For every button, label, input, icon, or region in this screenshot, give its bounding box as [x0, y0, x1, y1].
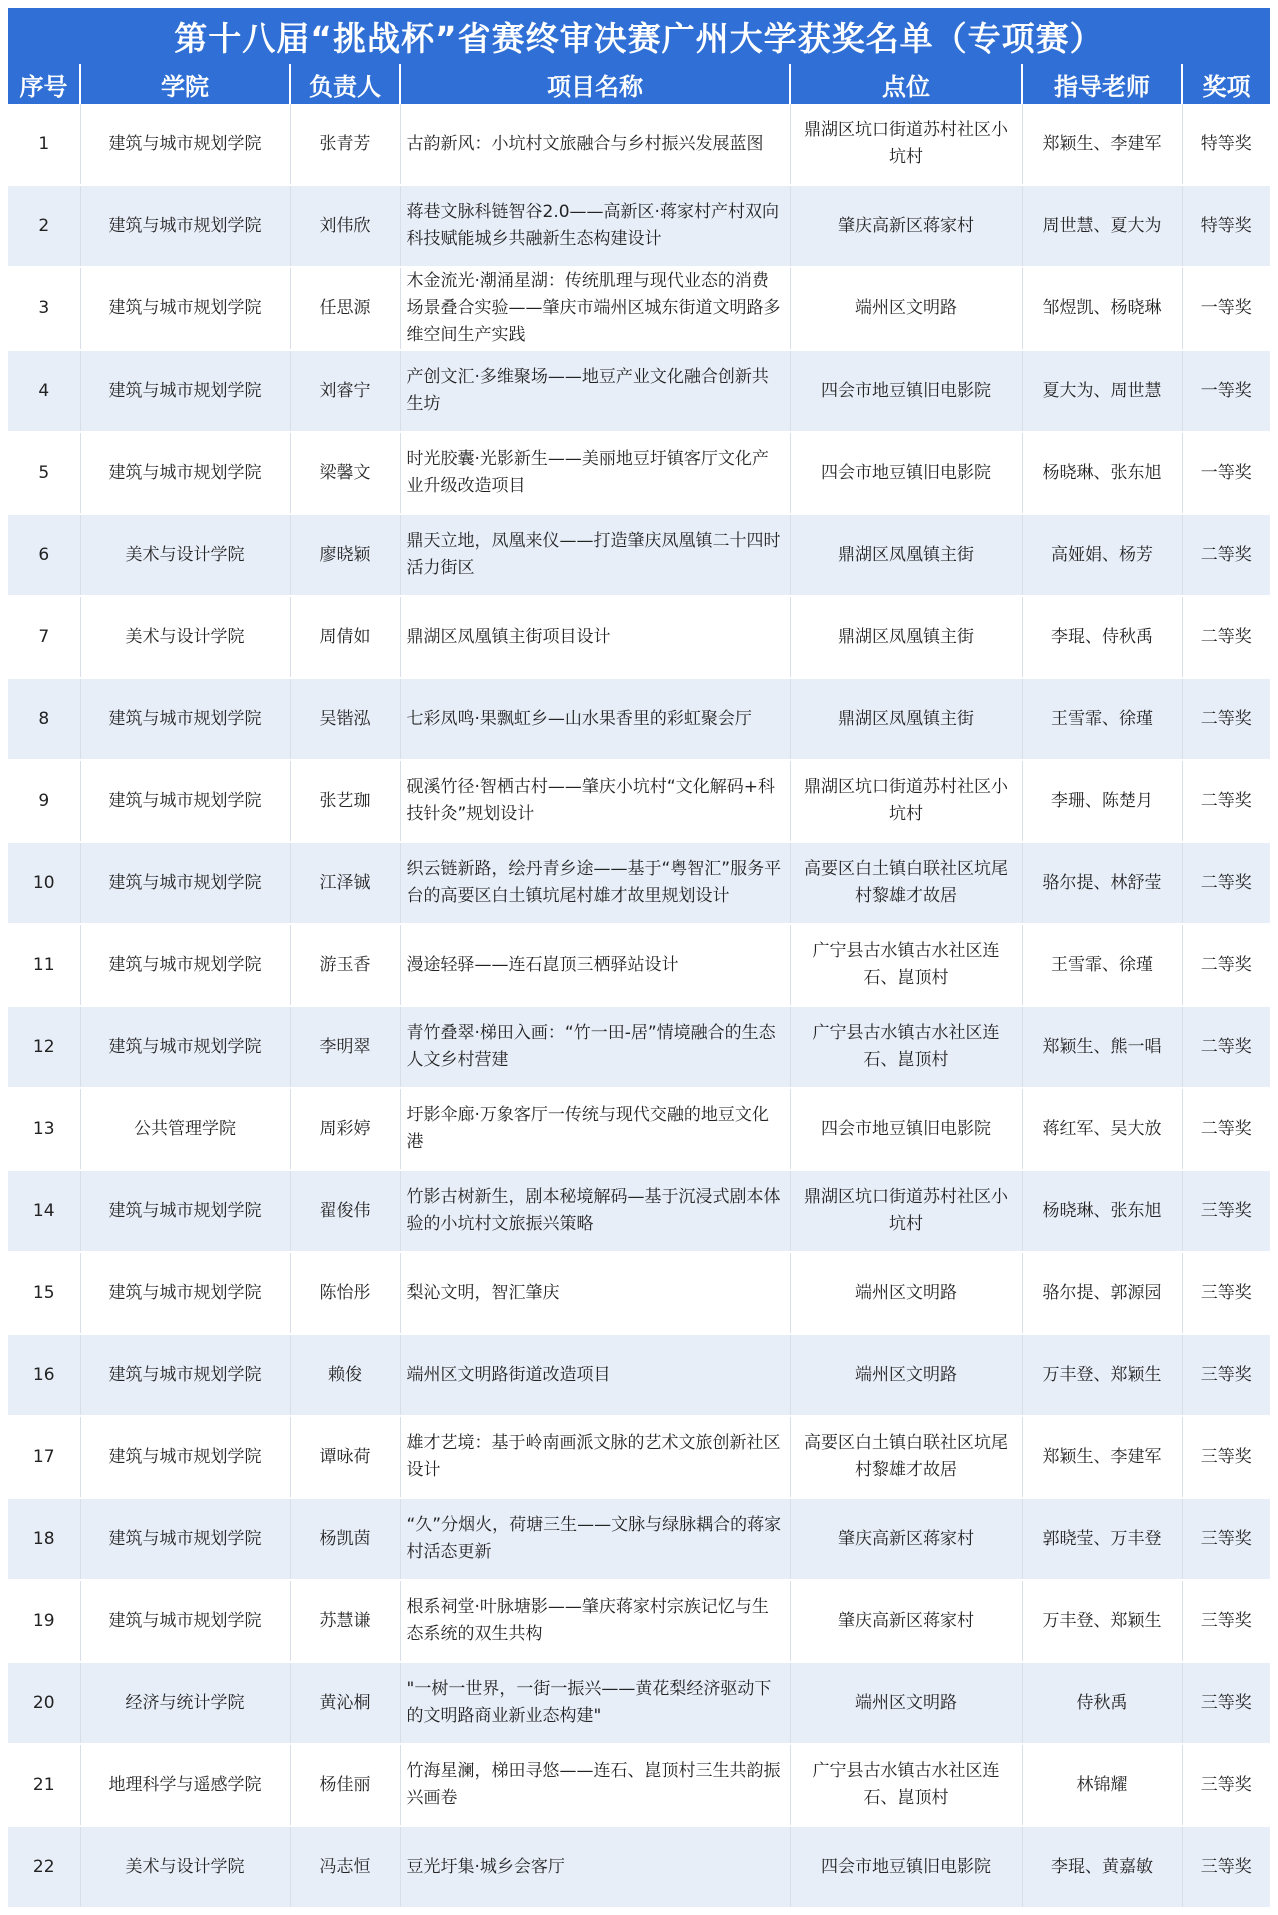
cell-college: 地理科学与遥感学院: [80, 1744, 290, 1826]
cell-site: 高要区白土镇白联社区坑尾村黎雄才故居: [790, 1416, 1022, 1498]
cell-leader: 谭咏荷: [290, 1416, 400, 1498]
cell-award: 二等奖: [1182, 1006, 1270, 1088]
cell-award: 一等奖: [1182, 267, 1270, 350]
cell-advisor: 骆尔提、郭源园: [1022, 1252, 1182, 1334]
cell-site: 肇庆高新区蒋家村: [790, 185, 1022, 267]
cell-leader: 杨凯茵: [290, 1498, 400, 1580]
cell-site: 端州区文明路: [790, 267, 1022, 350]
table-row: [8, 1744, 1270, 1826]
cell-site: 广宁县古水镇古水社区连石、崑顶村: [790, 1744, 1022, 1826]
table-row: [8, 1170, 1270, 1252]
cell-site: 四会市地豆镇旧电影院: [790, 350, 1022, 432]
cell-leader: 廖晓颖: [290, 514, 400, 596]
table-row: [8, 842, 1270, 924]
cell-advisor: 万丰登、郑颖生: [1022, 1334, 1182, 1416]
cell-project: 木金流光·潮涌星湖：传统肌理与现代业态的消费场景叠合实验——肇庆市端州区城东街道文明路多维空间生产实践: [400, 267, 790, 350]
cell-project: 梨沁文明，智汇肇庆: [400, 1252, 790, 1334]
cell-no: 21: [8, 1744, 80, 1826]
cell-site: 鼎湖区凤凰镇主街: [790, 678, 1022, 760]
table-body: [8, 104, 1270, 1908]
page-title: 第十八届“挑战杯”省赛终审决赛广州大学获奖名单（专项赛）: [174, 18, 1104, 58]
cell-site: 肇庆高新区蒋家村: [790, 1498, 1022, 1580]
table-row: [8, 185, 1270, 267]
cell-leader: 李明翠: [290, 1006, 400, 1088]
table-row: [8, 1416, 1270, 1498]
table-row: [8, 1662, 1270, 1744]
cell-project: 青竹叠翠·梯田入画：“竹一田-居”情境融合的生态人文乡村营建: [400, 1006, 790, 1088]
table-row: [8, 1006, 1270, 1088]
cell-award: 二等奖: [1182, 842, 1270, 924]
cell-college: 建筑与城市规划学院: [80, 1416, 290, 1498]
cell-project: 时光胶囊·光影新生——美丽地豆圩镇客厅文化产业升级改造项目: [400, 432, 790, 514]
cell-project: 雄才艺境：基于岭南画派文脉的艺术文旅创新社区设计: [400, 1416, 790, 1498]
cell-award: 三等奖: [1182, 1252, 1270, 1334]
cell-leader: 周彩婷: [290, 1088, 400, 1170]
cell-leader: 杨佳丽: [290, 1744, 400, 1826]
header-project: 项目名称: [400, 64, 790, 104]
cell-no: 2: [8, 185, 80, 267]
cell-award: 三等奖: [1182, 1826, 1270, 1908]
cell-project: "一树一世界，一街一振兴——黄花梨经济驱动下的文明路商业新业态构建": [400, 1662, 790, 1744]
cell-leader: 吴锴泓: [290, 678, 400, 760]
cell-project: “久”分烟火，荷塘三生——文脉与绿脉耦合的蒋家村活态更新: [400, 1498, 790, 1580]
cell-college: 美术与设计学院: [80, 596, 290, 678]
header-no: 序号: [8, 64, 80, 104]
cell-college: 建筑与城市规划学院: [80, 1498, 290, 1580]
cell-no: 11: [8, 924, 80, 1006]
cell-project: 竹海星澜，梯田寻悠——连石、崑顶村三生共韵振兴画卷: [400, 1744, 790, 1826]
cell-no: 20: [8, 1662, 80, 1744]
cell-advisor: 王雪霏、徐瑾: [1022, 678, 1182, 760]
cell-no: 22: [8, 1826, 80, 1908]
cell-no: 4: [8, 350, 80, 432]
cell-site: 鼎湖区坑口街道苏村社区小坑村: [790, 760, 1022, 842]
cell-site: 鼎湖区坑口街道苏村社区小坑村: [790, 104, 1022, 185]
cell-project: 圩影伞廊·万象客厅一传统与现代交融的地豆文化港: [400, 1088, 790, 1170]
cell-college: 建筑与城市规划学院: [80, 842, 290, 924]
cell-advisor: 郭晓莹、万丰登: [1022, 1498, 1182, 1580]
cell-leader: 梁馨文: [290, 432, 400, 514]
cell-project: 漫途轻驿——连石崑顶三栖驿站设计: [400, 924, 790, 1006]
cell-project: 产创文汇·多维聚场——地豆产业文化融合创新共生坊: [400, 350, 790, 432]
cell-site: 广宁县古水镇古水社区连石、崑顶村: [790, 924, 1022, 1006]
cell-advisor: 郑颖生、熊一唱: [1022, 1006, 1182, 1088]
table-row: [8, 1580, 1270, 1662]
cell-project: 根系祠堂·叶脉塘影——肇庆蒋家村宗族记忆与生态系统的双生共构: [400, 1580, 790, 1662]
cell-project: 鼎天立地，凤凰来仪——打造肇庆凤凰镇二十四时活力街区: [400, 514, 790, 596]
cell-leader: 刘睿宁: [290, 350, 400, 432]
table-row: [8, 924, 1270, 1006]
cell-leader: 任思源: [290, 267, 400, 350]
cell-award: 二等奖: [1182, 1088, 1270, 1170]
table-row: [8, 350, 1270, 432]
cell-college: 公共管理学院: [80, 1088, 290, 1170]
table-row: [8, 1498, 1270, 1580]
cell-project: 豆光圩集·城乡会客厅: [400, 1826, 790, 1908]
cell-leader: 周倩如: [290, 596, 400, 678]
table-row: [8, 1088, 1270, 1170]
cell-advisor: 郑颖生、李建军: [1022, 1416, 1182, 1498]
table-row: [8, 1826, 1270, 1908]
cell-award: 二等奖: [1182, 924, 1270, 1006]
cell-advisor: 侍秋禹: [1022, 1662, 1182, 1744]
cell-college: 建筑与城市规划学院: [80, 104, 290, 185]
cell-college: 美术与设计学院: [80, 1826, 290, 1908]
cell-advisor: 邹煜凯、杨晓琳: [1022, 267, 1182, 350]
table-row: [8, 267, 1270, 350]
cell-award: 三等奖: [1182, 1662, 1270, 1744]
cell-advisor: 李珊、陈楚月: [1022, 760, 1182, 842]
header-leader: 负责人: [290, 64, 400, 104]
table-row: [8, 760, 1270, 842]
cell-no: 8: [8, 678, 80, 760]
cell-advisor: 杨晓琳、张东旭: [1022, 432, 1182, 514]
cell-site: 四会市地豆镇旧电影院: [790, 1826, 1022, 1908]
cell-college: 建筑与城市规划学院: [80, 350, 290, 432]
cell-advisor: 李琨、侍秋禹: [1022, 596, 1182, 678]
cell-college: 建筑与城市规划学院: [80, 432, 290, 514]
cell-college: 建筑与城市规划学院: [80, 1252, 290, 1334]
cell-no: 18: [8, 1498, 80, 1580]
cell-college: 建筑与城市规划学院: [80, 760, 290, 842]
cell-college: 建筑与城市规划学院: [80, 1006, 290, 1088]
cell-no: 3: [8, 267, 80, 350]
cell-award: 特等奖: [1182, 185, 1270, 267]
cell-site: 端州区文明路: [790, 1334, 1022, 1416]
cell-no: 14: [8, 1170, 80, 1252]
cell-site: 端州区文明路: [790, 1252, 1022, 1334]
header-site: 点位: [790, 64, 1022, 104]
cell-award: 三等奖: [1182, 1170, 1270, 1252]
cell-leader: 苏慧谦: [290, 1580, 400, 1662]
table-row: [8, 104, 1270, 185]
cell-no: 16: [8, 1334, 80, 1416]
cell-project: 织云链新路，绘丹青乡途——基于“粤智汇”服务平台的高要区白土镇坑尾村雄才故里规划设计: [400, 842, 790, 924]
cell-site: 高要区白土镇白联社区坑尾村黎雄才故居: [790, 842, 1022, 924]
cell-college: 建筑与城市规划学院: [80, 1580, 290, 1662]
cell-leader: 陈怡彤: [290, 1252, 400, 1334]
cell-advisor: 杨晓琳、张东旭: [1022, 1170, 1182, 1252]
cell-advisor: 王雪霏、徐瑾: [1022, 924, 1182, 1006]
cell-project: 蒋巷文脉科链智谷2.0——高新区·蒋家村产村双向科技赋能城乡共融新生态构建设计: [400, 185, 790, 267]
cell-award: 二等奖: [1182, 596, 1270, 678]
cell-award: 二等奖: [1182, 760, 1270, 842]
cell-advisor: 高娅娟、杨芳: [1022, 514, 1182, 596]
cell-no: 9: [8, 760, 80, 842]
cell-college: 建筑与城市规划学院: [80, 924, 290, 1006]
cell-no: 12: [8, 1006, 80, 1088]
cell-college: 建筑与城市规划学院: [80, 267, 290, 350]
award-table: [8, 64, 1270, 1909]
cell-advisor: 李琨、黄嘉敏: [1022, 1826, 1182, 1908]
cell-project: 鼎湖区凤凰镇主街项目设计: [400, 596, 790, 678]
cell-site: 鼎湖区凤凰镇主街: [790, 514, 1022, 596]
header-award: 奖项: [1182, 64, 1270, 104]
cell-award: 二等奖: [1182, 678, 1270, 760]
cell-project: 竹影古树新生，剧本秘境解码—基于沉浸式剧本体验的小坑村文旅振兴策略: [400, 1170, 790, 1252]
cell-project: 七彩凤鸣·果飘虹乡—山水果香里的彩虹聚会厅: [400, 678, 790, 760]
cell-site: 肇庆高新区蒋家村: [790, 1580, 1022, 1662]
cell-advisor: 夏大为、周世慧: [1022, 350, 1182, 432]
cell-no: 1: [8, 104, 80, 185]
cell-no: 5: [8, 432, 80, 514]
cell-college: 建筑与城市规划学院: [80, 678, 290, 760]
cell-no: 6: [8, 514, 80, 596]
cell-project: 砚溪竹径·智栖古村——肇庆小坑村“文化解码+科技针灸”规划设计: [400, 760, 790, 842]
cell-leader: 刘伟欣: [290, 185, 400, 267]
cell-no: 19: [8, 1580, 80, 1662]
cell-leader: 翟俊伟: [290, 1170, 400, 1252]
cell-site: 鼎湖区凤凰镇主街: [790, 596, 1022, 678]
cell-award: 三等奖: [1182, 1580, 1270, 1662]
cell-advisor: 周世慧、夏大为: [1022, 185, 1182, 267]
cell-award: 特等奖: [1182, 104, 1270, 185]
cell-leader: 游玉香: [290, 924, 400, 1006]
cell-college: 美术与设计学院: [80, 514, 290, 596]
header-college: 学院: [80, 64, 290, 104]
cell-site: 鼎湖区坑口街道苏村社区小坑村: [790, 1170, 1022, 1252]
cell-project: 端州区文明路街道改造项目: [400, 1334, 790, 1416]
cell-college: 建筑与城市规划学院: [80, 1170, 290, 1252]
cell-award: 一等奖: [1182, 350, 1270, 432]
cell-leader: 黄沁桐: [290, 1662, 400, 1744]
table-row: [8, 678, 1270, 760]
cell-award: 一等奖: [1182, 432, 1270, 514]
cell-site: 四会市地豆镇旧电影院: [790, 1088, 1022, 1170]
cell-college: 经济与统计学院: [80, 1662, 290, 1744]
cell-leader: 赖俊: [290, 1334, 400, 1416]
cell-award: 二等奖: [1182, 514, 1270, 596]
table-row: [8, 1252, 1270, 1334]
cell-award: 三等奖: [1182, 1416, 1270, 1498]
table-row: [8, 596, 1270, 678]
cell-site: 端州区文明路: [790, 1662, 1022, 1744]
header-advisor: 指导老师: [1022, 64, 1182, 104]
table-row: [8, 432, 1270, 514]
cell-leader: 张青芳: [290, 104, 400, 185]
title-banner: [8, 8, 1270, 64]
cell-leader: 江泽铖: [290, 842, 400, 924]
table-header-row: [8, 64, 1270, 104]
cell-advisor: 蒋红军、吴大放: [1022, 1088, 1182, 1170]
cell-college: 建筑与城市规划学院: [80, 1334, 290, 1416]
cell-college: 建筑与城市规划学院: [80, 185, 290, 267]
cell-leader: 冯志恒: [290, 1826, 400, 1908]
cell-award: 三等奖: [1182, 1744, 1270, 1826]
table-row: [8, 1334, 1270, 1416]
cell-award: 三等奖: [1182, 1334, 1270, 1416]
cell-award: 三等奖: [1182, 1498, 1270, 1580]
table-row: [8, 514, 1270, 596]
cell-advisor: 林锦耀: [1022, 1744, 1182, 1826]
cell-no: 10: [8, 842, 80, 924]
cell-advisor: 骆尔提、林舒莹: [1022, 842, 1182, 924]
cell-advisor: 万丰登、郑颖生: [1022, 1580, 1182, 1662]
cell-site: 广宁县古水镇古水社区连石、崑顶村: [790, 1006, 1022, 1088]
cell-project: 古韵新风：小坑村文旅融合与乡村振兴发展蓝图: [400, 104, 790, 185]
cell-leader: 张艺珈: [290, 760, 400, 842]
cell-advisor: 郑颖生、李建军: [1022, 104, 1182, 185]
cell-no: 7: [8, 596, 80, 678]
cell-site: 四会市地豆镇旧电影院: [790, 432, 1022, 514]
cell-no: 15: [8, 1252, 80, 1334]
cell-no: 17: [8, 1416, 80, 1498]
cell-no: 13: [8, 1088, 80, 1170]
